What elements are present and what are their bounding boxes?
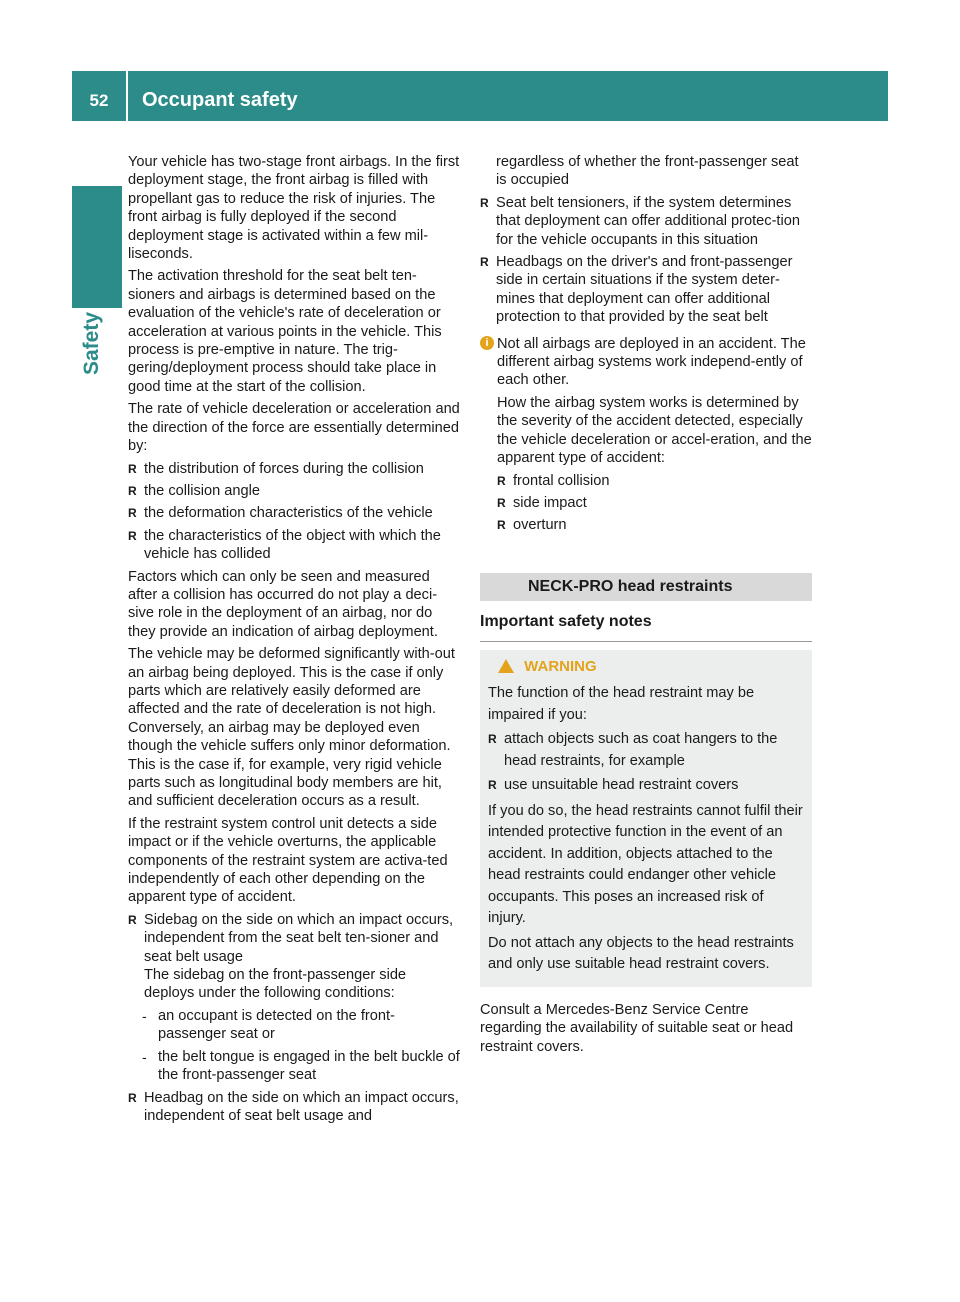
page-number: 52 (89, 91, 109, 110)
warning-heading (488, 656, 804, 678)
warning-text: If you do so, the head restraints cannot fulfil their intended protective function in the event of an accident. In addition, objects attached to the head restraints could endanger other vehicle occupants. This poses an increased risk of injury. (488, 802, 803, 927)
list-item-text: R Sidebag on the side on which an impact occurs, independent from the seat belt ten-sioner and seat belt usage (144, 911, 454, 965)
info-text: Not all airbags are deployed in an accident. The different airbag systems work independ-ently of each other. (497, 335, 806, 389)
list-item-subtext: The sidebag on the front-passenger side deploys under the following conditions: (144, 967, 407, 1002)
list-item: R the collision angle (128, 482, 460, 500)
list-item: R side impact (497, 494, 812, 512)
warning-text: The function of the head restraint may be impaired if you: (488, 685, 755, 723)
list-item: R frontal collision (497, 472, 812, 490)
bullet-list (128, 911, 460, 1125)
warning-box (480, 650, 812, 987)
paragraph: The vehicle may be deformed significantly with-out an airbag being deployed. This is the case if only parts which are relatively easily deformed are affected and the rate of deceleration is not high. Conversely, an airbag may be deployed even though the vehicle suffers only minor deformation. This is the case if, for example, very rigid vehicle parts such as longitudinal body members are hit, and sufficient deceleration occurs as a result. (128, 646, 455, 810)
right-column (480, 153, 812, 1060)
list-item (128, 911, 460, 1085)
list-item: R attach objects such as coat hangers to the head restraints, for example (488, 729, 804, 772)
list-item: R use unsuitable head restraint covers (488, 775, 804, 797)
paragraph: The rate of vehicle deceleration or acceleration and the direction of the force are essentially determined by: (128, 401, 460, 455)
list-item: R the deformation characteristics of the vehicle (128, 504, 460, 522)
dash-list (128, 1007, 460, 1085)
paragraph: If the restraint system control unit detects a side impact or if the vehicle overturns, the applicable components of the restraint system are activa-ted independently of each other depending on the apparent type of accident. (128, 815, 448, 906)
page-header (72, 71, 888, 121)
list-item: R Headbag on the side on which an impact occurs, independent of seat belt usage and (128, 1089, 460, 1126)
section-title: NECK-PRO head restraints (528, 577, 733, 595)
subsection-title: Important safety notes (480, 611, 812, 642)
info-icon: i (480, 336, 494, 350)
paragraph: Consult a Mercedes-Benz Service Centre regarding the availability of suitable seat or head restraint covers. (480, 1001, 794, 1055)
paragraph: Factors which can only be seen and measured after a collision has occurred do not play a deci-sive role in the deployment of an airbag, nor do they provide an indication of airbag deployment. (128, 568, 438, 640)
dash-item: - an occupant is detected on the front-passenger seat or (128, 1007, 460, 1044)
bullet-list (480, 194, 812, 327)
warning-triangle-icon (498, 659, 514, 673)
warning-text: Do not attach any objects to the head restraints and only use suitable head restraint covers. (488, 934, 794, 973)
side-tab-block (72, 186, 122, 308)
list-item: R the characteristics of the object with which the vehicle has collided (128, 527, 460, 564)
bullet-list (497, 472, 812, 535)
paragraph: The activation threshold for the seat belt ten-sioners and airbags is determined based on the evaluation of the vehicle's rate of deceleration or acceleration at various points in the vehicle. This process is pre-emptive in nature. The trig-gering/deployment process should take place in good time at the start of the collision. (128, 268, 442, 395)
paragraph-continued: regardless of whether the front-passenger seat is occupied (496, 154, 799, 189)
list-item: R the distribution of forces during the collision (128, 460, 460, 478)
header-divider (126, 71, 128, 121)
list-item: R Seat belt tensioners, if the system determines that deployment can offer additional protec-tion for the vehicle occupants in this situation (480, 194, 812, 249)
list-item: R Headbags on the driver's and front-passenger side in certain situations if the system deter-mines that deployment can offer additional protection to that provided by the seat belt (480, 253, 812, 327)
warning-label: WARNING (524, 657, 597, 675)
bullet-list (488, 729, 804, 797)
section-header-bar (480, 573, 812, 601)
bullet-list (128, 460, 460, 564)
info-note (480, 335, 812, 535)
left-column (128, 153, 460, 1129)
dash-item: - the belt tongue is engaged in the belt buckle of the front-passenger seat (128, 1048, 460, 1085)
paragraph: Your vehicle has two-stage front airbags. In the first deployment stage, the front airbag is filled with propellant gas to reduce the risk of injuries. The front airbag is fully deployed if the second deployment stage is activated within a few mil-liseconds. (128, 154, 460, 263)
info-text: How the airbag system works is determined by the severity of the accident detected, especially the vehicle deceleration or accel-eration, and the apparent type of accident: (497, 394, 812, 467)
side-tab-label: Safety (80, 311, 103, 375)
list-item: R overturn (497, 516, 812, 534)
chapter-title: Occupant safety (142, 89, 298, 111)
